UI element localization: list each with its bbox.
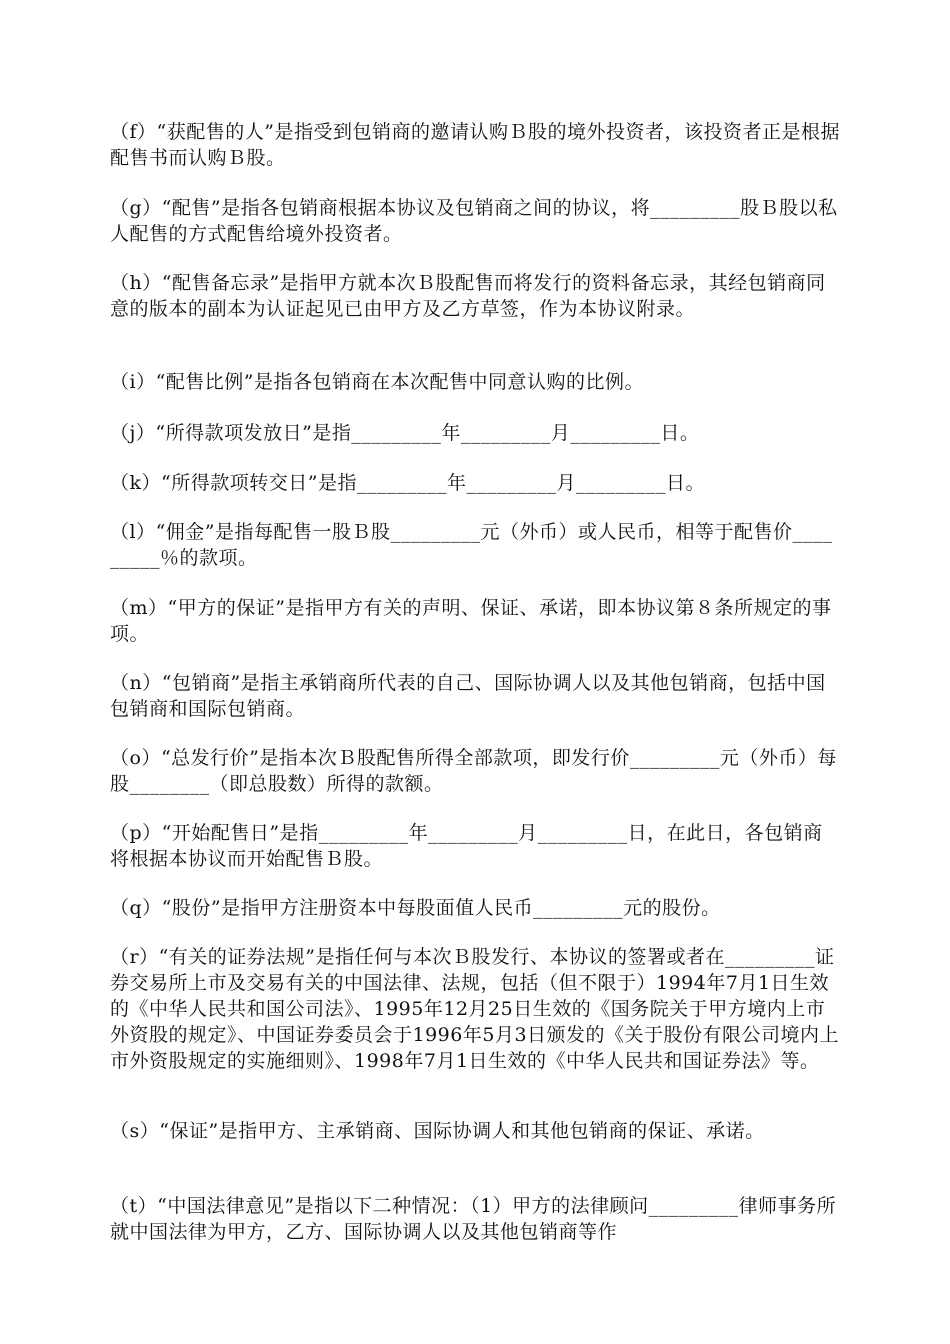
definition-t: （t）“中国法律意见”是指以下二种情况：（1）甲方的法律顾问_________律师事务所就中国法律为甲方，乙方、国际协调人以及其他包销商等作	[110, 1195, 837, 1243]
definition-o: （o）“总发行价”是指本次Ｂ股配售所得全部款项，即发行价_________元（外币）每股________（即总股数）所得的款额。	[110, 747, 837, 795]
definition-r: （r）“有关的证券法规”是指任何与本次Ｂ股发行、本协议的签署或者在_________证券交易所上市及交易有关的中国法律、法规，包括（但不限于）1994年7月1日生效的《中华人民共和国公司法》、1995年12月25日生效的《国务院关于甲方境内上市外资股的规定》、中国证券委员会于1996年5月3日颁发的《关于股份有限公司境内上市外资股规定的实施细则》、1998年7月1日生效的《中华人民共和国证券法》等。	[110, 946, 840, 1072]
definition-k: （k）“所得款项转交日”是指_________年_________月_________日。	[110, 472, 705, 494]
definition-j: （j）“所得款项发放日”是指_________年_________月_________日。	[110, 422, 700, 444]
definition-g: （g）“配售”是指各包销商根据本协议及包销商之间的协议，将_________股Ｂ股以私人配售的方式配售给境外投资者。	[110, 197, 838, 245]
definition-p: （p）“开始配售日”是指_________年_________月_________日，在此日，各包销商将根据本协议而开始配售Ｂ股。	[110, 822, 823, 870]
definition-n: （n）“包销商”是指主承销商所代表的自己、国际协调人以及其他包销商，包括中国包销商和国际包销商。	[110, 672, 826, 720]
definition-l: （l）“佣金”是指每配售一股Ｂ股_________元（外币）或人民币，相等于配售价_________％的款项。	[110, 521, 833, 569]
definition-h: （h）“配售备忘录”是指甲方就本次Ｂ股配售而将发行的资料备忘录，其经包销商同意的版本的副本为认证起见已由甲方及乙方草签，作为本协议附录。	[110, 272, 826, 320]
definition-q: （q）“股份”是指甲方注册资本中每股面值人民币_________元的股份。	[110, 897, 721, 919]
definition-m: （m）“甲方的保证”是指甲方有关的声明、保证、承诺，即本协议第８条所规定的事项。	[110, 597, 832, 645]
definition-f: （f）“获配售的人”是指受到包销商的邀请认购Ｂ股的境外投资者，该投资者正是根据配售书而认购Ｂ股。	[110, 121, 840, 169]
definition-i: （i）“配售比例”是指各包销商在本次配售中同意认购的比例。	[110, 371, 645, 393]
definition-s: （s）“保证”是指甲方、主承销商、国际协调人和其他包销商的保证、承诺。	[110, 1120, 765, 1142]
